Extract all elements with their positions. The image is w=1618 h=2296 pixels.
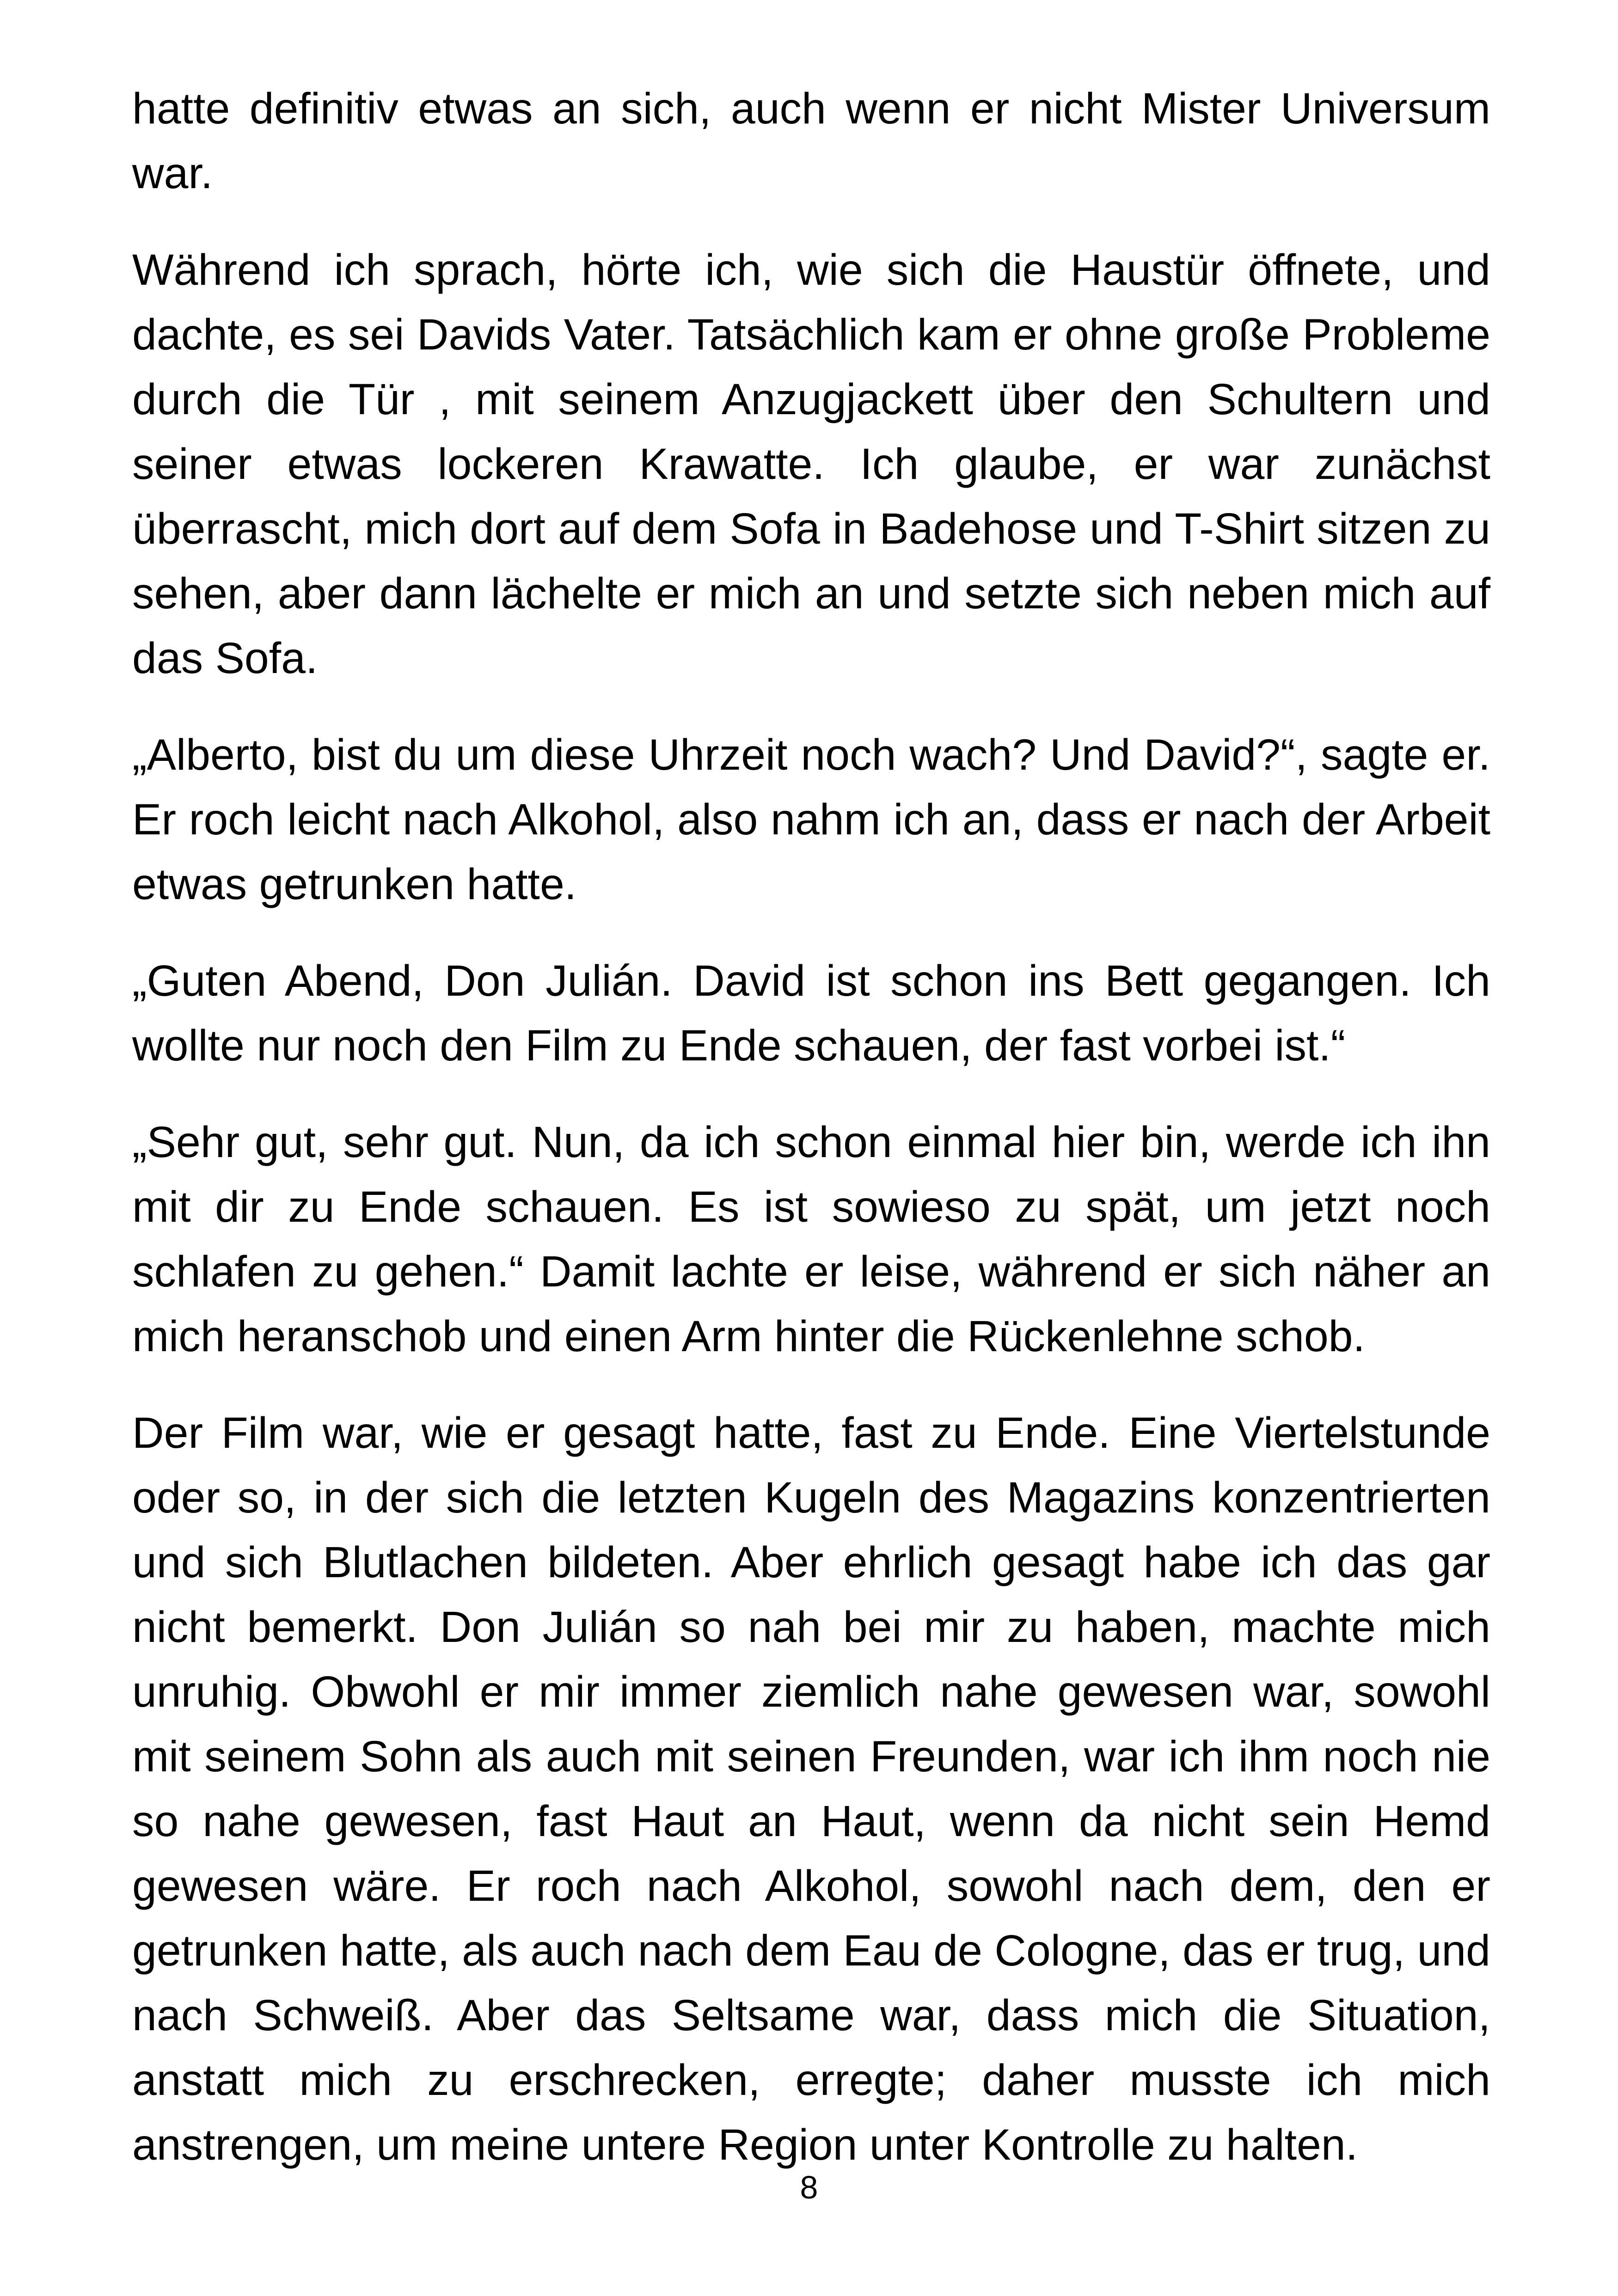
paragraph-5: „Sehr gut, sehr gut. Nun, da ich schon einmal hier bin, werde ich ihn mit dir zu Ende schauen. Es ist sowieso zu spät, um jetzt noch schlafen zu gehen.“ Damit lachte er leise, während er sich näher an mich heranschob und einen Arm hinter die Rückenlehne schob. [132,1118,1490,1361]
paragraph-6: Der Film war, wie er gesagt hatte, fast zu Ende. Eine Viertelstunde oder so, in der sich die letzten Kugeln des Magazins konzentrierten und sich Blutlachen bildeten. Aber ehrlich gesagt habe ich das gar nicht bemerkt. Don Julián so nah bei mir zu haben, machte mich unruhig. Obwohl er mir immer ziemlich nahe gewesen war, sowohl mit seinem Sohn als auch mit seinen Freunden, war ich ihm noch nie so nahe gewesen, fast Haut an Haut, wenn da nicht sein Hemd gewesen wäre. Er roch nach Alkohol, sowohl nach dem, den er getrunken hatte, als auch nach dem Eau de Cologne, das er trug, und nach Schweiß. Aber das Seltsame war, dass mich die Situation, anstatt mich zu erschrecken, erregte; daher musste ich mich anstrengen, um meine untere Region unter Kontrolle zu halten. [132,1408,1490,2169]
paragraph-3: „Alberto, bist du um diese Uhrzeit noch wach? Und David?“, sagte er. Er roch leicht nach Alkohol, also nahm ich an, dass er nach der Arbeit etwas getrunken hatte. [132,730,1490,909]
paragraph-1: hatte definitiv etwas an sich, auch wenn er nicht Mister Universum war. [132,84,1490,198]
page-body [132,76,1490,2177]
page-number: 8 [800,2169,818,2205]
paragraph-4: „Guten Abend, Don Julián. David ist schon ins Bett gegangen. Ich wollte nur noch den Film zu Ende schauen, der fast vorbei ist.“ [132,956,1490,1070]
paragraph-2: Während ich sprach, hörte ich, wie sich die Haustür öffnete, und dachte, es sei Davids Vater. Tatsächlich kam er ohne große Probleme durch die Tür , mit seinem Anzugjackett über den Schultern und seiner etwas lockeren Krawatte. Ich glaube, er war zunächst überrascht, mich dort auf dem Sofa in Badehose und T-Shirt sitzen zu sehen, aber dann lächelte er mich an und setzte sich neben mich auf das Sofa. [132,245,1490,683]
